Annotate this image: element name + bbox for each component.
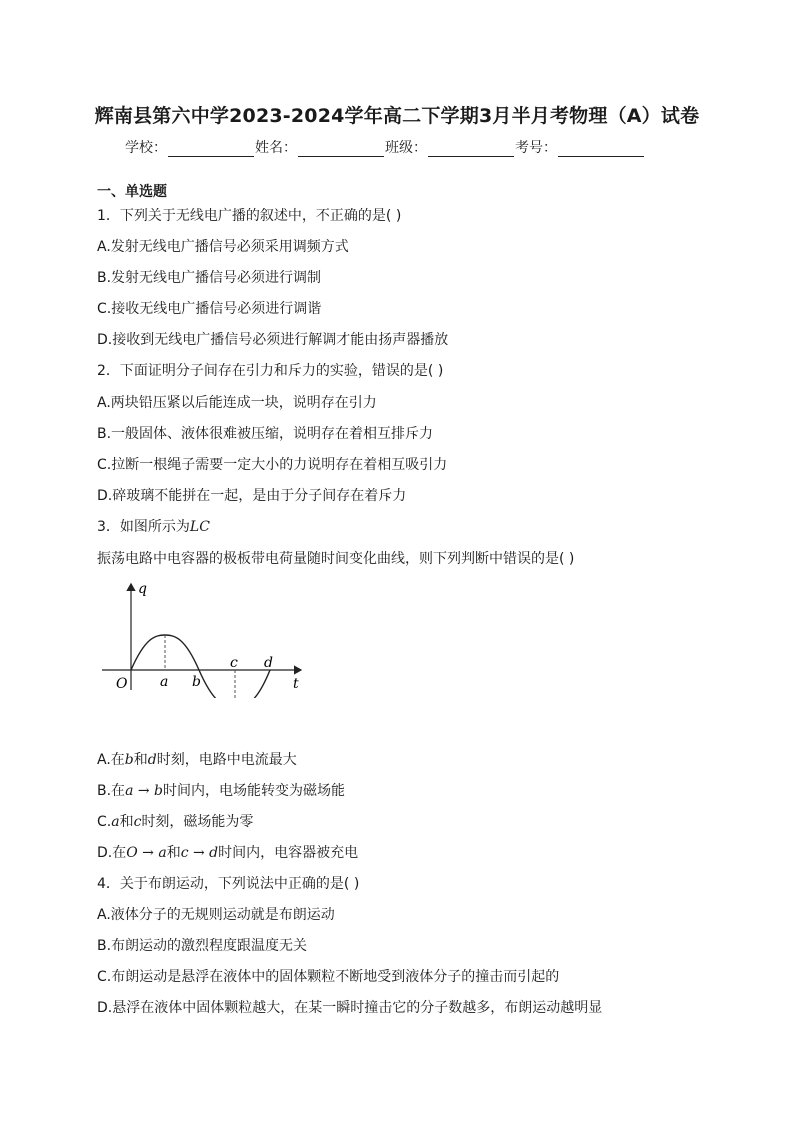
student-info-line <box>125 137 645 157</box>
point-b-label: b <box>192 674 201 690</box>
q1-stem: 1．下列关于无线电广播的叙述中，不正确的是( ) <box>97 208 402 224</box>
number-label: 考号： <box>515 140 557 156</box>
q2-option-a: A.两块铅压紧以后能连成一块，说明存在引力 <box>97 395 377 411</box>
q4-option-c: C.布朗运动是悬浮在液体中的固体颗粒不断地受到液体分子的撞击而引起的 <box>97 969 560 985</box>
q3-stem-continued: 振荡电路中电容器的极板带电荷量随时间变化曲线，则下列判断中错误的是( ) <box>97 551 575 567</box>
school-label: 学校： <box>125 140 167 156</box>
q3-stem <box>97 516 210 536</box>
name-blank <box>298 141 384 157</box>
q3-d-math1: O → a <box>126 845 167 861</box>
q2-stem: 2．下面证明分子间存在引力和斥力的实验，错误的是( ) <box>97 363 444 379</box>
q2-option-b: B.一般固体、液体很难被压缩，说明存在着相互排斥力 <box>97 426 434 442</box>
class-blank <box>428 141 514 157</box>
point-a-label: a <box>160 674 169 690</box>
q4-option-b: B.布朗运动的激烈程度跟温度无关 <box>97 938 308 954</box>
origin-label: O <box>116 676 128 692</box>
q3-d-and: 和 <box>166 845 181 861</box>
q3-a-text: 时刻，电路中电流最大 <box>156 752 297 768</box>
q1-option-a: A.发射无线电广播信号必须采用调频方式 <box>97 239 349 255</box>
t-axis-label: t <box>293 676 299 692</box>
q4-stem: 4．关于布朗运动，下列说法中正确的是( ) <box>97 876 360 892</box>
name-label: 姓名： <box>255 140 297 156</box>
q4-option-a: A.液体分子的无规则运动就是布朗运动 <box>97 907 335 923</box>
q1-option-b: B.发射无线电广播信号必须进行调制 <box>97 270 322 286</box>
q3-option-b <box>97 780 345 800</box>
q3-option-c <box>97 811 253 831</box>
class-label: 班级： <box>385 140 427 156</box>
q3-stem-prefix: 3．如图所示为 <box>97 519 190 535</box>
q3-d-prefix: D.在 <box>97 845 127 861</box>
q3-d-text: 时间内，电容器被充电 <box>218 845 359 861</box>
q3-option-d <box>97 842 358 862</box>
q3-c-var-a: a <box>111 814 120 830</box>
q3-b-math: a → b <box>125 783 164 799</box>
q3-option-a <box>97 749 297 769</box>
q2-option-c: C.拉断一根绳子需要一定大小的力说明存在着相互吸引力 <box>97 457 448 473</box>
q3-a-prefix: A.在 <box>97 752 125 768</box>
exam-title: 辉南县第六中学2023-2024学年高二下学期3月半月考物理（A）试卷 <box>94 105 700 127</box>
point-c-label: c <box>230 655 238 671</box>
q4-option-d: D.悬浮在液体中固体颗粒越大，在某一瞬时撞击它的分子数越多，布朗运动越明显 <box>97 1000 603 1016</box>
q2-option-d: D.碎玻璃不能拼在一起，是由于分子间存在着斥力 <box>97 488 407 504</box>
q3-a-var-d: d <box>147 752 157 768</box>
q3-a-var-b: b <box>124 752 134 768</box>
q3-stem-lc: LC <box>189 519 210 535</box>
school-blank <box>168 141 254 157</box>
section-heading: 一、单选题 <box>97 184 167 200</box>
q3-c-var-c: c <box>133 814 142 830</box>
q3-d-math2: c → d <box>180 845 219 861</box>
q3-c-and: 和 <box>119 814 134 830</box>
lc-charge-graph <box>98 578 308 698</box>
number-blank <box>558 141 644 157</box>
q3-c-prefix: C. <box>97 814 112 830</box>
q1-option-d: D.接收到无线电广播信号必须进行解调才能由扬声器播放 <box>97 332 449 348</box>
point-d-label: d <box>264 655 273 671</box>
q3-b-text: 时间内，电场能转变为磁场能 <box>163 783 346 799</box>
q-axis-label: q <box>138 581 147 597</box>
q3-b-prefix: B.在 <box>97 783 126 799</box>
q3-c-text: 时刻，磁场能为零 <box>141 814 254 830</box>
q1-option-c: C.接收无线电广播信号必须进行调谐 <box>97 301 322 317</box>
q3-a-and: 和 <box>133 752 148 768</box>
